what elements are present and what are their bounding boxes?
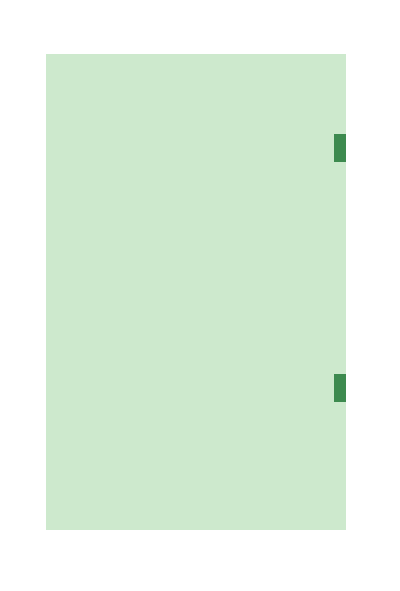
arabic-line <box>46 294 346 322</box>
arabic-line <box>46 334 346 362</box>
sixth-kalima-label <box>334 374 346 402</box>
urdu-translation-line <box>46 162 346 174</box>
urdu-translation-line <box>46 402 346 414</box>
urdu-translation-line <box>46 202 346 214</box>
page-frame <box>14 20 378 564</box>
arabic-line <box>46 54 346 82</box>
leaf-border-top <box>14 20 378 54</box>
text-panel <box>46 54 346 530</box>
arabic-line <box>46 94 346 122</box>
arabic-line <box>46 254 346 282</box>
leaf-border-bottom <box>14 530 378 564</box>
leaf-border-right <box>348 54 378 530</box>
urdu-translation-line <box>46 242 346 254</box>
urdu-translation-line <box>46 362 346 374</box>
urdu-translation-line <box>46 82 346 94</box>
arabic-line <box>46 214 346 242</box>
fifth-kalima-heading-row <box>46 134 346 162</box>
leaf-border-left <box>14 54 44 530</box>
sixth-kalima-heading-row <box>46 374 346 402</box>
urdu-translation-line <box>46 322 346 334</box>
fifth-kalima-label <box>334 134 346 162</box>
urdu-translation-line <box>46 282 346 294</box>
arabic-line <box>46 174 346 202</box>
urdu-translation-line <box>46 122 346 134</box>
